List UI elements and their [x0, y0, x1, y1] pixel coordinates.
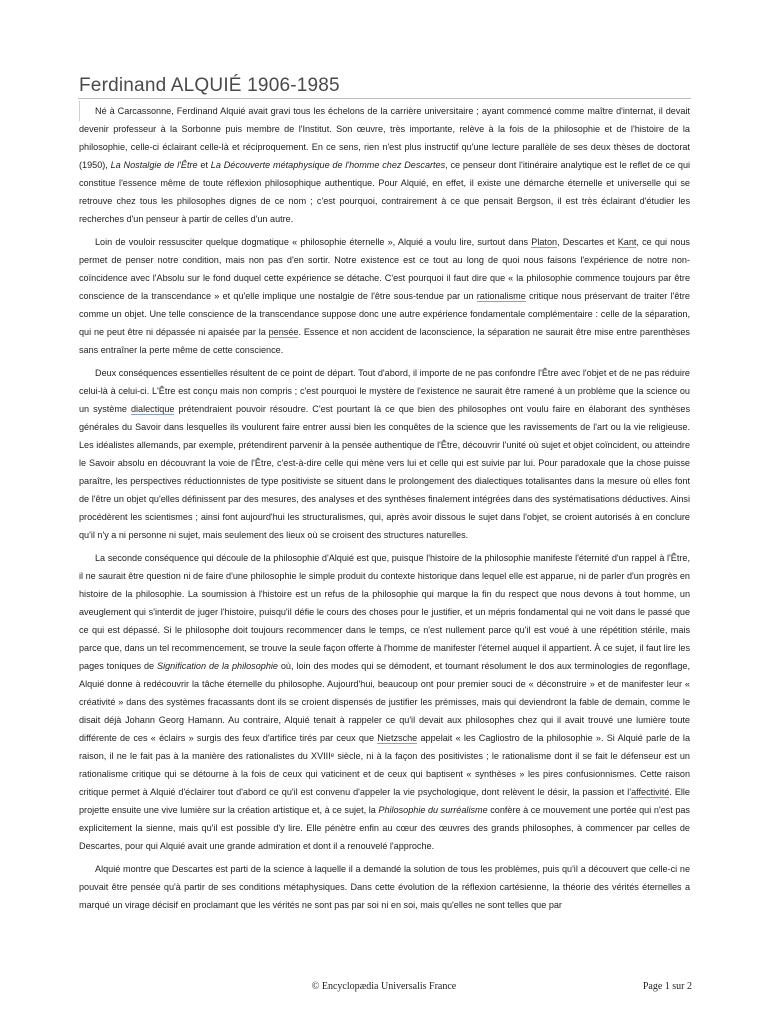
encyclopedia-link[interactable]: rationalisme: [476, 291, 526, 301]
footer-copyright: © Encyclopædia Universalis France: [311, 981, 457, 992]
book-title-italic: Signification de la philosophie: [157, 661, 278, 671]
article-body: [79, 102, 690, 919]
paragraph-text: . Elle projette ensuite une vive lumière sur la création artistique et, à ce sujet, la: [79, 787, 690, 815]
paragraph: [79, 860, 690, 914]
paragraph-text: , Descartes et: [557, 237, 618, 247]
paragraph: [79, 233, 690, 359]
footer-page-number: Page 1 sur 2: [642, 981, 692, 992]
paragraph-text: appelait « les Cagliostro de la philosophie ». Si Alquié parle de la raison, il ne le fait pas à la manière des rationalistes du XVIIIᵉ siècle, ni à la façon des positivistes ; le rationalisme dont il se fait le défenseur est un rationalisme critique qui se détourne à la fois de ceux qui vaticinent et de ceux qui baptisent « synthèses » les pires confusionnismes. Cette raison critique permet à Alquié d'éclairer tout d'abord ce qu'il est convenu d'appeler la vie psychologique, dont relèvent le désir, la passion et l': [79, 733, 691, 797]
encyclopedia-link[interactable]: affectivité: [631, 787, 670, 797]
paragraph-text: confère à ce mouvement une portée qui n'est pas explicitement la sienne, mais qu'il est possible d'y lire. Elle pénètre enfin au cœur des œuvres des grands philosophes, à commencer par celles de Descartes, pour qui Alquié avait une grande admiration et dont il a renouvelé l'approche.: [79, 805, 690, 851]
paragraph-text: , ce qui nous permet de penser notre condition, mais non pas d'en sortir. Notre existence est ce tout au long de quoi nous faisons l'expérience de notre non-coïncidence avec l'Absolu sur le fond duquel cette expérience se détache. C'est pourquoi il faut dire que « la philosophie commence toujours par être conscience de la transcendance » et qu'elle implique une nostalgie de l'être sous-tendue par un: [79, 237, 690, 301]
paragraph-text: La seconde conséquence qui découle de la philosophie d'Alquié est que, puisque l'histoire de la philosophie manifeste l'éternité d'un rappel à l'Être, il ne saurait être question ni de faire d'une philosophie le simple produit du contexte historique dans lequel elle est apparue, ni de parler d'un progrès en histoire de la philosophie. La soumission à l'histoire est un refus de la philosophie qui marque la fin du respect que nous devons à tout homme, un aveuglement qui s'interdit de juger l'histoire, puisqu'il défie le cours des choses pour le justifier, et un mépris fondamental qui ne voit dans le passé que ce qui est dépassé. Si le philosophe doit toujours recommencer dans le temps, ce n'est nullement parce qu'il est voué à une répétition stérile, mais parce que, dans un tel recommencement, se trouve la seule façon offerte à l'homme de manifester l'éternel auquel il appartient. À ce sujet, il faut lire les pages toniques de: [79, 553, 690, 671]
encyclopedia-link[interactable]: Nietzsche: [377, 733, 418, 743]
paragraph-text: , ce penseur dont l'itinéraire analytique est le reflet de ce qui constitue l'essence même de toute réflexion philosophique authentique. Pour Alquié, en effet, il existe une démarche éternelle et universelle qui se retrouve chez tous les philosophes dignes de ce nom ; c'est pourquoi, contrairement à ce que pensait Bergson, il est très éclairant d'étudier les recherches d'un penseur à partir de celles d'un autre.: [79, 160, 691, 224]
book-title-italic: La Nostalgie de l'Être: [110, 160, 198, 170]
paragraph-text: Loin de vouloir ressusciter quelque dogmatique « philosophie éternelle », Alquié a voulu lire, surtout dans: [95, 237, 532, 247]
paragraph: [79, 102, 690, 228]
book-title-italic: Philosophie du surréalisme: [378, 805, 488, 815]
paragraph-text: . Essence et non accident de laconscience, la séparation ne saurait être mise entre parenthèses sans entraîner la perte même de cette conscience.: [79, 327, 690, 355]
paragraph-text: Né à Carcassonne, Ferdinand Alquié avait gravi tous les échelons de la carrière universitaire ; ayant commencé comme maître d'internat, il devait devenir professeur à la Sorbonne puis membre de l'Institut. Son œuvre, très importante, relève à la fois de la philosophie et de l'histoire de la philosophie, celle-ci éclairant celle-là et réciproquement. En ce sens, rien n'est plus instructif qu'une lecture parallèle de ses deux thèses de doctorat (1950),: [79, 106, 690, 170]
encyclopedia-link[interactable]: pensée: [268, 327, 299, 337]
title-divider: [78, 98, 691, 99]
paragraph-text: Alquié montre que Descartes est parti de la science à laquelle il a demandé la solution de tous les problèmes, puis qu'il a découvert que celle-ci ne pouvait être pensée qu'à partir de ses conditions métaphysiques. Dans cette évolution de la réflexion cartésienne, la théorie des vérités éternelles a marqué un virage décisif en proclamant que les vérités ne sont pas par soi ni en soi, mais qu'elles ne sont telles que par: [79, 864, 690, 910]
paragraph: [79, 364, 690, 544]
paragraph: [79, 549, 690, 855]
paragraph-text: critique nous préservant de traiter l'être comme un objet. Une telle conscience de la transcendance suppose donc une autre expérience fondamentale complémentaire : celle de la séparation, qui ne peut être ni dépassée ni apaisée par la: [79, 291, 690, 337]
paragraph-text: où, loin des modes qui se démodent, et tournant résolument le dos aux terminologies de regonflage, Alquié donne à redécouvrir la tâche éternelle du philosophe. Aujourd'hui, beaucoup ont pour premier souci de « déconstruire » et de manifester leur « créativité » dans des systèmes fracassants dont ils se croient dispensés de justifier les prémisses, mais qui deviendront la fable de demain, comme le disait déjà Johann Georg Hamann. Au contraire, Alquié tenait à rappeler ce qu'il devait aux philosophes chez qui il avait trouvé une lumière toute différente de ces « éclairs » surgis des feux d'artifice tirés par ceux que: [79, 661, 690, 743]
encyclopedia-link[interactable]: dialectique: [130, 404, 175, 414]
encyclopedia-link[interactable]: Kant: [617, 237, 637, 247]
paragraph-text: et: [197, 160, 211, 170]
book-title-italic: La Découverte métaphysique de l'homme chez Descartes: [210, 160, 446, 170]
article-title: Ferdinand ALQUIÉ 1906-1985: [79, 75, 340, 96]
paragraph-text: Deux conséquences essentielles résultent de ce point de départ. Tout d'abord, il importe de ne pas confondre l'Être avec l'objet et de ne pas réduire celui-là à celui-ci. L'Être est conçu mais non compris ; c'est pourquoi le mystère de l'existence ne saurait être ramené à un problème que la science ou un système: [79, 368, 690, 414]
encyclopedia-link[interactable]: Platon: [531, 237, 558, 247]
paragraph-text: prétendraient pouvoir résoudre. C'est pourtant là ce que bien des philosophes ont voulu faire en élaborant des synthèses générales du Savoir dans lesquelles ils voulurent faire entrer aussi bien les conquêtes de la science que les ravissements de l'art ou la vie religieuse. Les idéalistes allemands, par exemple, prétendirent parvenir à la pensée authentique de l'Être, découvrir l'unité où sujet et objet coïncident, ou atteindre le Savoir absolu en découvrant la voie de l'Être, c'est-à-dire celle qui mène vers lui et celle qui est suivie par lui. Pour paradoxale que la chose puisse paraître, les perspectives réductionnistes de type positiviste se situent dans le prolongement des dialectiques totalisantes dans la mesure où elles font de l'être un objet qu'elles définissent par des mesures, des analyses et des synthèses finalement intégrées dans des systématisations déductives. Ainsi procédèrent les scientismes ; ainsi font aujourd'hui les structuralismes, qui, après avoir dissous le sujet dans l'objet, se croient autorisés à en conclure qu'il n'y a ni personne ni sujet, mais seulement des lieux où se croisent des structures naturelles.: [79, 404, 690, 540]
